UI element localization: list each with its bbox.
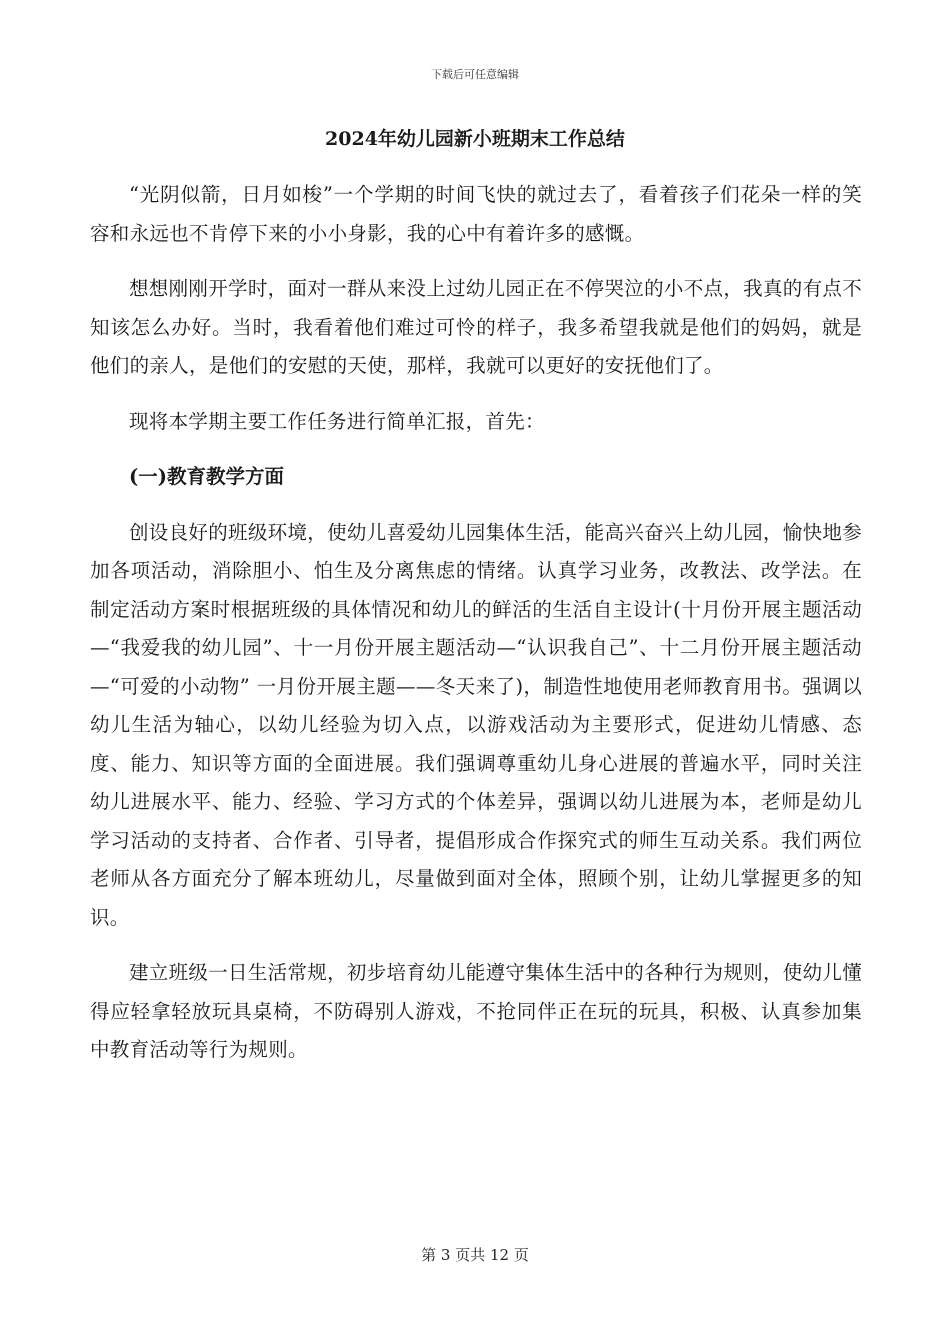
download-note: 下载后可任意编辑	[431, 68, 519, 81]
section-heading-teaching: (一)教育教学方面	[129, 465, 284, 488]
document-title: 2024年幼儿园新小班期末工作总结	[325, 128, 625, 150]
paragraph-report-lead: 现将本学期主要工作任务进行简单汇报，首先：	[129, 409, 545, 433]
paragraph-intro: “光阴似箭，日月如梭”一个学期的时间飞快的就过去了，看着孩子们花朵一样的笑容和永远也不肯停下来的小小身影，我的心中有着许多的感慨。	[90, 183, 862, 245]
document-body	[90, 176, 862, 1087]
page-number: 第 3 页共 12 页	[421, 1246, 529, 1264]
paragraph-teaching: 创设良好的班级环境，使幼儿喜爱幼儿园集体生活，能高兴奋兴上幼儿园，愉快地参加各项活动，消除胆小、怕生及分离焦虑的情绪。认真学习业务，改教法、改学法。在制定活动方案时根据班级的具体情况和幼儿的鲜活的生活自主设计(十月份开展主题活动—“我爱我的幼儿园”、十一月份开展主题活动—“认识我自己”、十二月份开展主题活动—“可爱的小动物” 一月份开展主题——冬天来了)，制造性地使用老师教育用书。强调以幼儿生活为轴心，以幼儿经验为切入点，以游戏活动为主要形式，促进幼儿情感、态度、能力、知识等方面的全面进展。我们强调尊重幼儿身心进展的普遍水平，同时关注幼儿进展水平、能力、经验、学习方式的个体差异，强调以幼儿进展为本，老师是幼儿学习活动的支持者、合作者、引导者，提倡形成合作探究式的师生互动关系。我们两位老师从各方面充分了解本班幼儿，尽量做到面对全体，照顾个别，让幼儿掌握更多的知识。	[90, 520, 862, 929]
paragraph-recollection: 想想刚刚开学时，面对一群从来没上过幼儿园正在不停哭泣的小不点，我真的有点不知该怎么办好。当时，我看着他们难过可怜的样子，我多希望我就是他们的妈妈，就是他们的亲人，是他们的安慰的天使，那样，我就可以更好的安抚他们了。	[90, 277, 862, 377]
paragraph-routine: 建立班级一日生活常规，初步培育幼儿能遵守集体生活中的各种行为规则，使幼儿懂得应轻拿轻放玩具桌椅，不防碍别人游戏，不抢同伴正在玩的玩具，积极、认真参加集中教育活动等行为规则。	[90, 961, 862, 1061]
